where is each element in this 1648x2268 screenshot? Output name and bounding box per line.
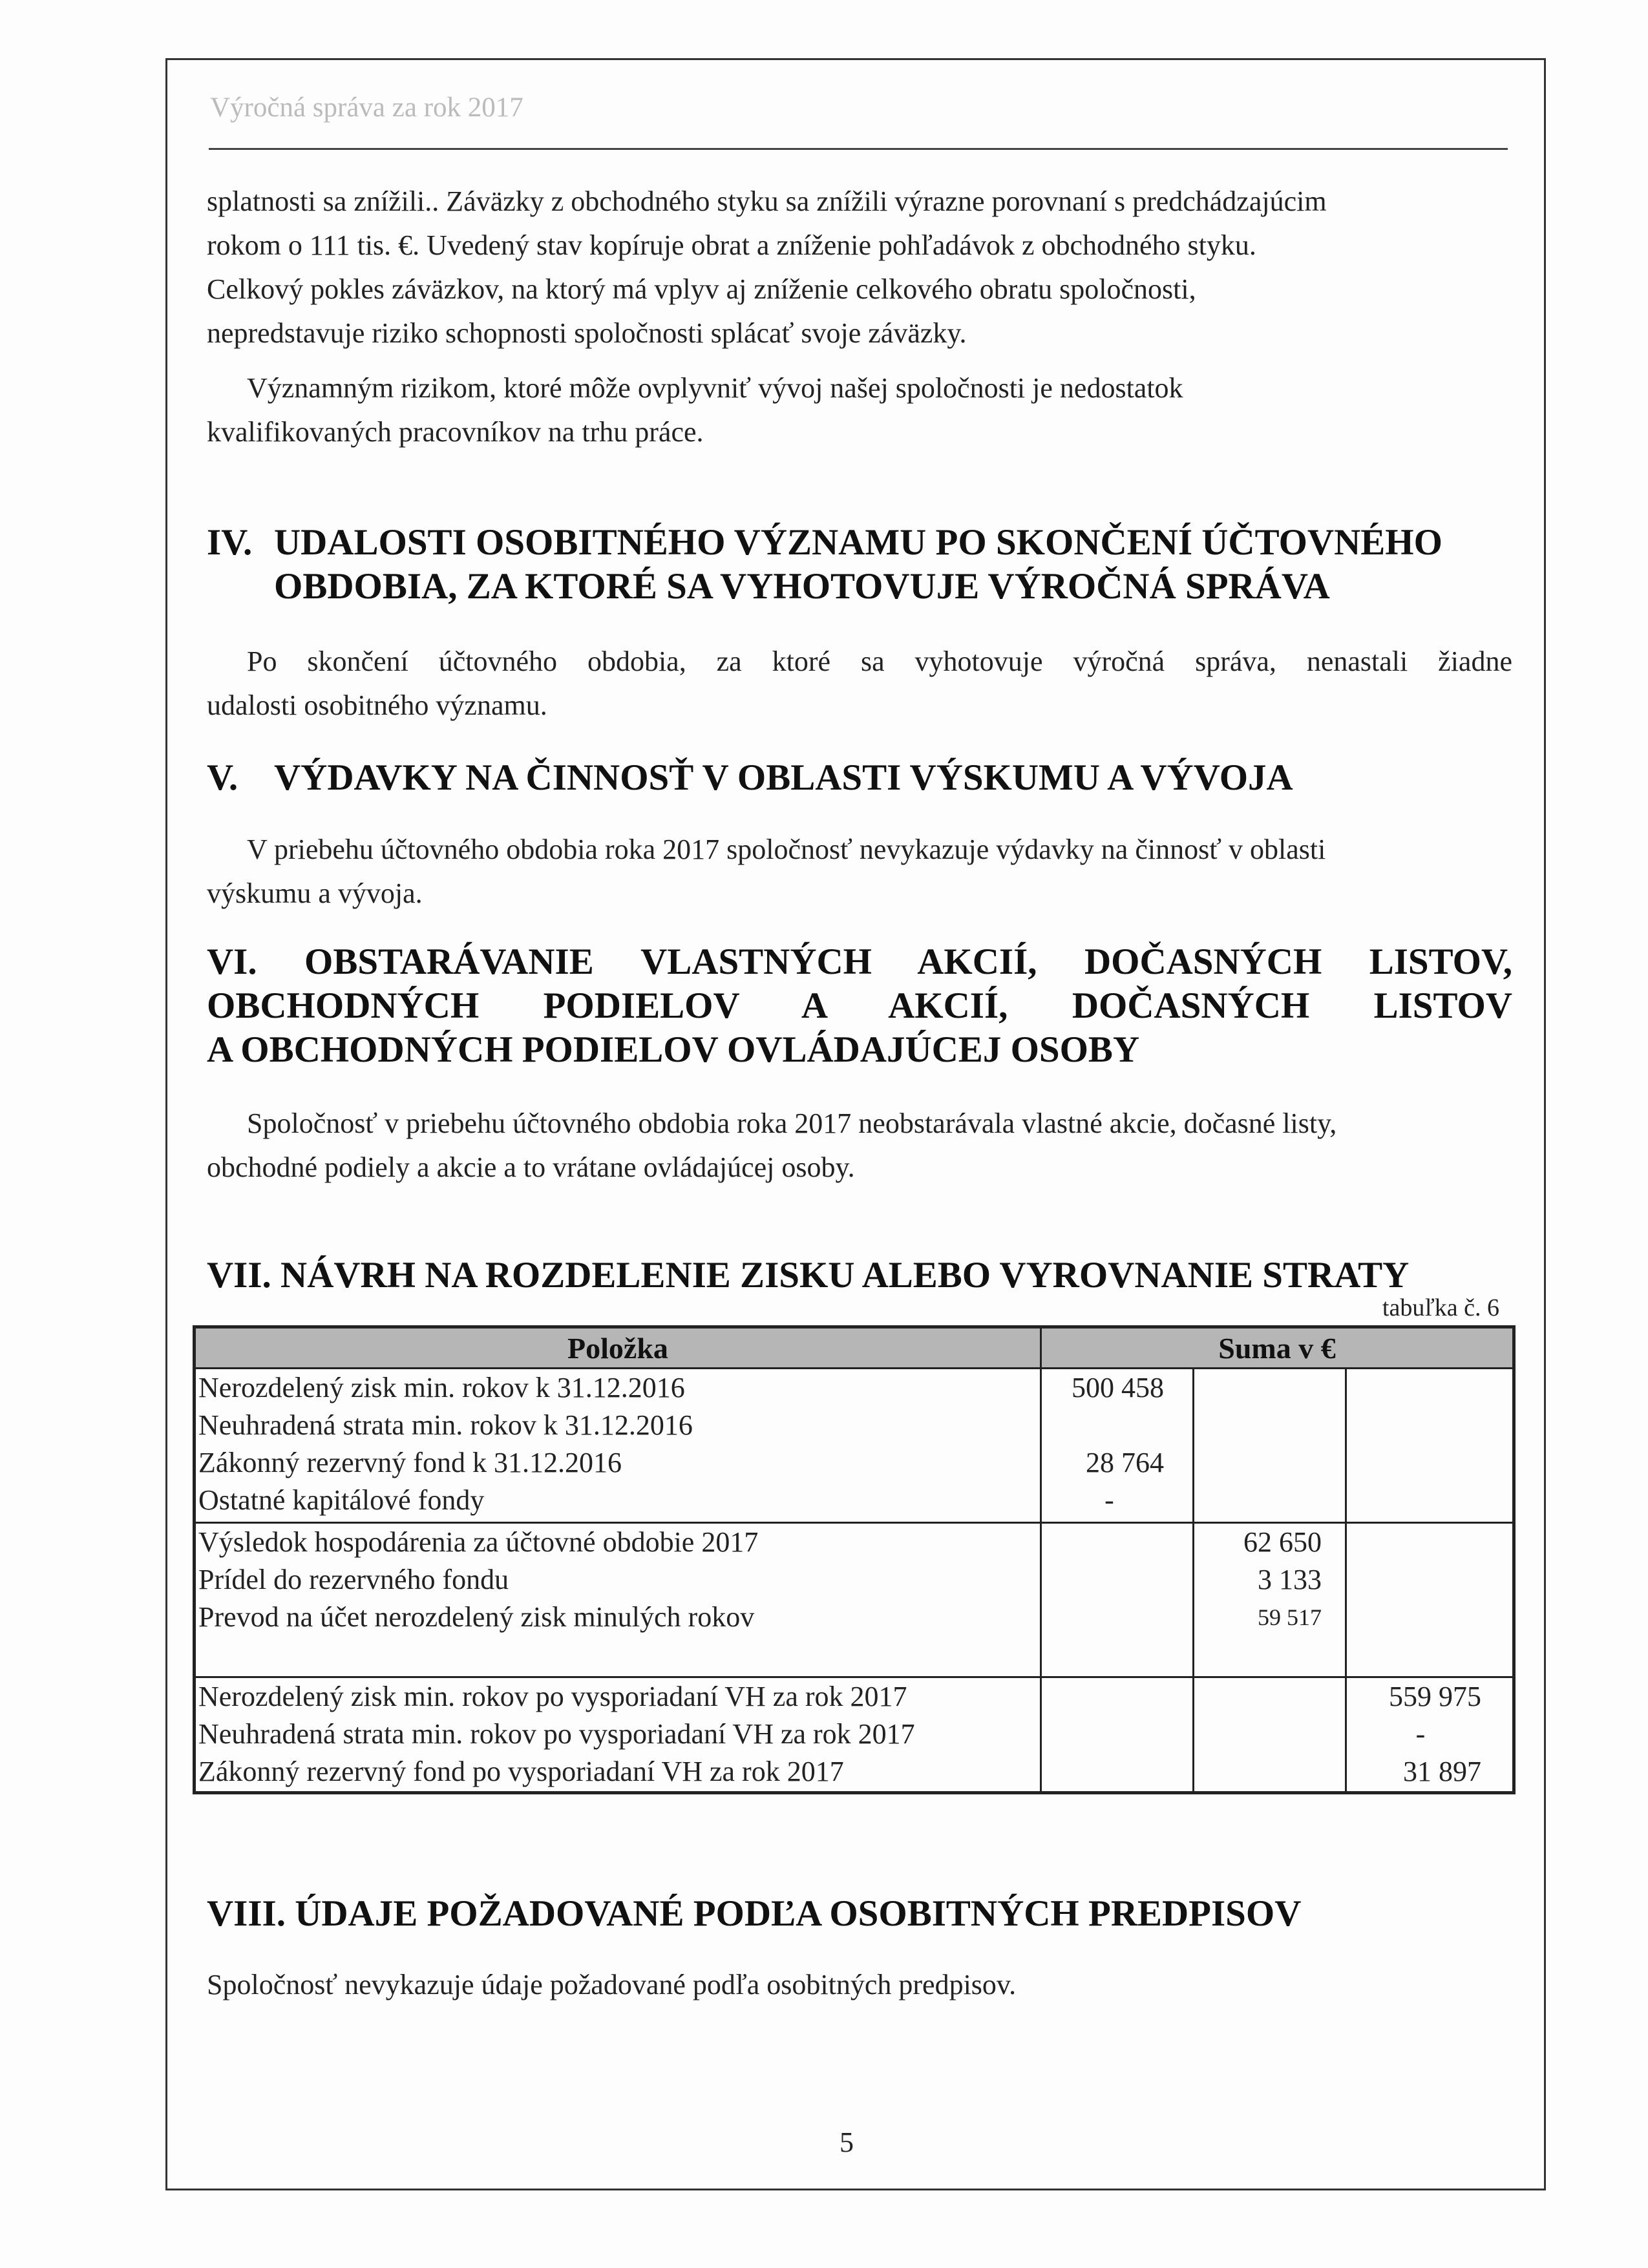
body-line: V priebehu účtovného obdobia roka 2017 spoločnosť nevykazuje výdavky na činnosť v oblasti: [247, 834, 1326, 865]
value: 3 133: [1258, 1564, 1322, 1595]
body-line: Spoločnosť v priebehu účtovného obdobia roka 2017 neobstarávala vlastné akcie, dočasné listy,: [247, 1108, 1337, 1139]
section-title: A OBCHODNÝCH PODIELOV OVLÁDAJÚCEJ OSOBY: [207, 1029, 1140, 1070]
item-label: Neuhradená strata min. rokov po vysporiadaní VH za rok 2017: [198, 1718, 915, 1750]
value: 559 975: [1389, 1681, 1481, 1712]
value-cell: [1194, 1523, 1346, 1677]
value-cell: [1194, 1369, 1346, 1523]
value: -: [1104, 1484, 1114, 1516]
intro-paragraph: [207, 180, 1512, 355]
section-title: ÚDAJE POŽADOVANÉ PODĽA OSOBITNÝCH PREDPISOV: [295, 1893, 1302, 1934]
column-header-amount: Suma v €: [1041, 1327, 1514, 1369]
value-cell: [1041, 1523, 1194, 1677]
section-title: VÝDAVKY NA ČINNOSŤ V OBLASTI VÝSKUMU A VÝVOJA: [274, 757, 1293, 798]
value-cell: [1346, 1677, 1514, 1793]
section-title: NÁVRH NA ROZDELENIE ZISKU ALEBO VYROVNANIE STRATY: [280, 1255, 1410, 1296]
item-cell: [195, 1677, 1041, 1793]
intro-line: splatnosti sa znížili.. Záväzky z obchodného styku sa znížili výrazne porovnaní s predchádzajúcim: [207, 185, 1327, 217]
value: 28 764: [1086, 1447, 1164, 1478]
section-vi-heading: [207, 940, 1512, 1072]
section-number: V.: [207, 757, 238, 798]
section-number: VII.: [207, 1255, 271, 1296]
item-label: Nerozdelený zisk min. rokov k 31.12.2016: [198, 1372, 685, 1403]
header-rule: [209, 148, 1508, 150]
value: 500 458: [1072, 1372, 1164, 1403]
intro-line: Celkový pokles záväzkov, na ktorý má vplyv aj zníženie celkového obratu spoločnosti,: [207, 273, 1196, 305]
section-vii-heading: [207, 1254, 1512, 1297]
risk-paragraph: [207, 366, 1512, 454]
intro-line: nepredstavuje riziko schopnosti spoločnosti splácať svoje záväzky.: [207, 317, 967, 349]
section-number: IV.: [207, 522, 253, 563]
item-label: Ostatné kapitálové fondy: [198, 1484, 485, 1516]
table-header-row: [195, 1327, 1514, 1369]
table-row: [195, 1369, 1514, 1523]
value: 62 650: [1243, 1526, 1322, 1558]
section-viii-body: [207, 1963, 1512, 2007]
section-title: OBDOBIA, ZA KTORÉ SA VYHOTOVUJE VÝROČNÁ SPRÁVA: [274, 566, 1330, 607]
page-number: 5: [840, 2126, 854, 2158]
risk-line: Významným rizikom, ktoré môže ovplyvniť vývoj našej spoločnosti je nedostatok: [247, 372, 1183, 404]
body-line: obchodné podiely a akcie a to vrátane ovládajúcej osoby.: [207, 1151, 855, 1183]
profit-distribution-table: [193, 1325, 1516, 1794]
section-title: OBSTARÁVANIE VLASTNÝCH AKCIÍ, DOČASNÝCH LISTOV,: [304, 941, 1513, 982]
section-v-heading: [207, 756, 1512, 800]
column-header-item: Položka: [195, 1327, 1041, 1369]
item-label: Prídel do rezervného fondu: [198, 1564, 509, 1595]
body-line: Po skončení účtovného obdobia, za ktoré sa vyhotovuje výročná správa, nenastali žiadne: [247, 646, 1512, 677]
body-line: Spoločnosť nevykazuje údaje požadované podľa osobitných predpisov.: [207, 1969, 1017, 2000]
item-cell: [195, 1523, 1041, 1677]
item-label: Výsledok hospodárenia za účtovné obdobie 2017: [198, 1526, 759, 1558]
value: 31 897: [1403, 1756, 1481, 1787]
value: -: [1415, 1718, 1426, 1750]
table-row: [195, 1677, 1514, 1793]
section-number: VIII.: [207, 1893, 286, 1934]
value: 59 517: [1258, 1604, 1322, 1630]
value-cell: [1346, 1369, 1514, 1523]
item-label: Nerozdelený zisk min. rokov po vysporiadaní VH za rok 2017: [198, 1681, 907, 1712]
body-line: udalosti osobitného významu.: [207, 689, 547, 721]
section-iv-heading: [207, 521, 1512, 609]
section-vi-body: [207, 1102, 1512, 1190]
running-header: Výročná správa za rok 2017: [210, 92, 523, 123]
value-cell: [1041, 1369, 1194, 1523]
section-title: UDALOSTI OSOBITNÉHO VÝZNAMU PO SKONČENÍ ÚČTOVNÉHO: [274, 522, 1442, 563]
item-label: Neuhradená strata min. rokov k 31.12.2016: [198, 1409, 693, 1441]
item-label: Zákonný rezervný fond k 31.12.2016: [198, 1447, 622, 1478]
section-viii-heading: [207, 1892, 1512, 1936]
table-label: tabuľka č. 6: [1382, 1294, 1499, 1321]
value-cell: [1346, 1523, 1514, 1677]
risk-line: kvalifikovaných pracovníkov na trhu práce.: [207, 416, 704, 448]
value-cell: [1041, 1677, 1194, 1793]
intro-line: rokom o 111 tis. €. Uvedený stav kopíruje obrat a zníženie pohľadávok z obchodného styku.: [207, 229, 1256, 261]
value: [1042, 1407, 1164, 1444]
table-row: [195, 1523, 1514, 1677]
section-v-body: [207, 828, 1512, 916]
section-number: VI.: [207, 941, 257, 982]
item-cell: [195, 1369, 1041, 1523]
body-line: výskumu a vývoja.: [207, 877, 423, 909]
section-iv-body: [207, 640, 1512, 728]
item-label: Prevod na účet nerozdelený zisk minulých rokov: [198, 1601, 755, 1633]
section-title: OBCHODNÝCH PODIELOV A AKCIÍ, DOČASNÝCH LISTOV: [207, 985, 1512, 1026]
value-cell: [1194, 1677, 1346, 1793]
item-label: Zákonný rezervný fond po vysporiadaní VH za rok 2017: [198, 1756, 844, 1787]
